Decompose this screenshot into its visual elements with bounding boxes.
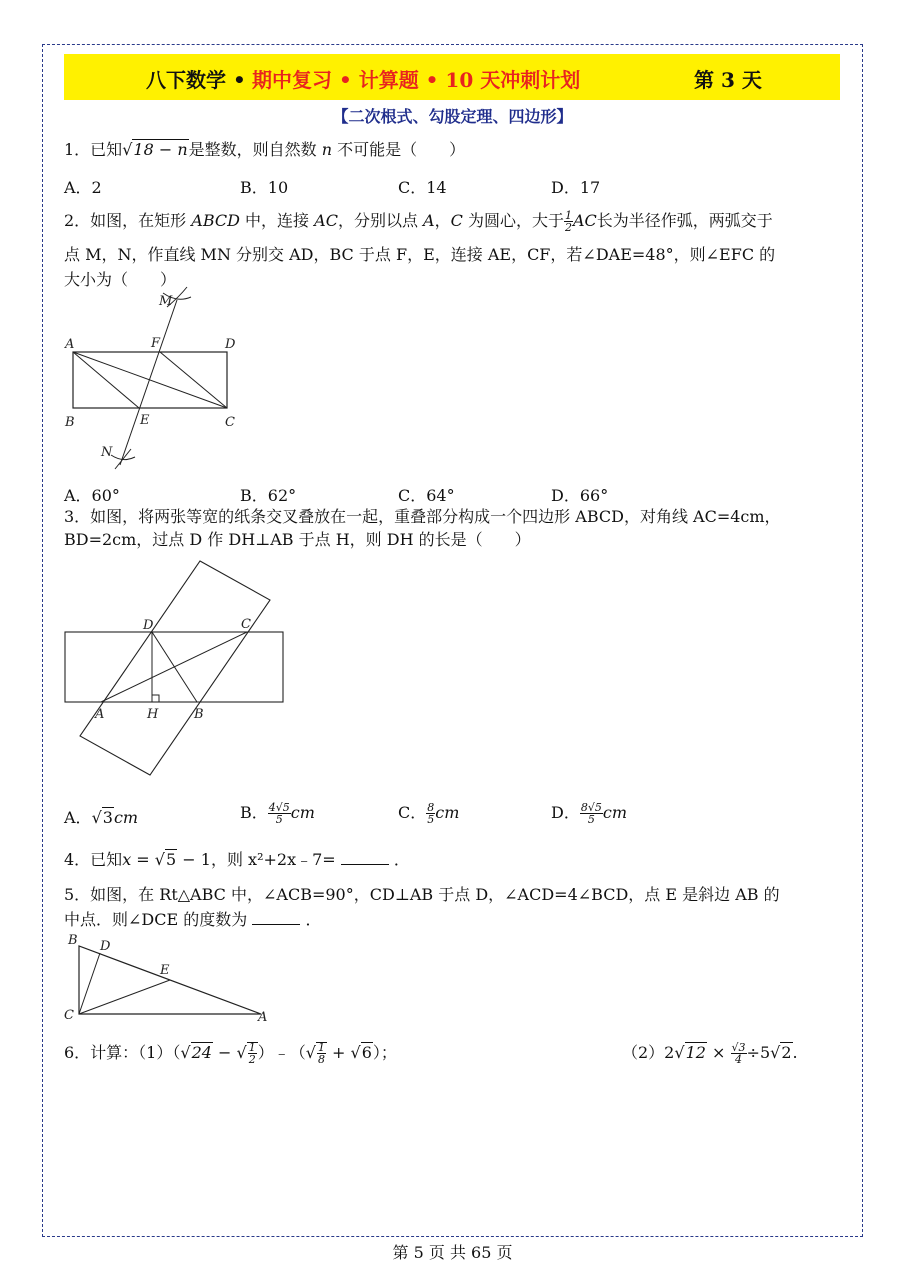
segment-ae [73,352,139,408]
q2-figure [55,285,265,485]
question-2-line-1: 2．如图，在矩形 ABCD 中，连接 AC，分别以点 A，C 为圆心，大于 $\frac{1}{2}$ AC长为半径作弧，两弧交于 [64,209,773,234]
label-m: M [159,294,173,309]
segment-cf [160,352,227,408]
course-title: 八下数学 • [146,68,246,92]
day-label: 第 3 天 [694,68,762,92]
segment-ce [79,980,170,1014]
q3-option-a: A．√3cm [64,808,139,827]
label-a: A [95,707,105,722]
label-b: B [68,933,78,948]
q3-option-d: D． $\frac{8√5}{5}$ cm [551,801,627,826]
q3-option-c: C． $\frac{8}{5}$ cm [398,801,460,826]
label-e: E [160,963,170,978]
label-b: B [65,415,75,430]
q3-option-b: B． $\frac{4√5}{5}$ cm [240,801,315,826]
label-b: B [194,707,204,722]
label-c: C [241,617,251,632]
label-n: N [101,445,113,460]
diagonal-ac [73,352,227,408]
question-6-part-2: （2）2√12 × $\frac{√3}{4}$ ÷5√2. [622,1041,798,1066]
label-c: C [225,415,235,430]
q1-option-d: D．17 [551,178,601,197]
plan-title: 期中复习 • 计算题 • 10 天冲刺计划 [252,68,581,92]
q3-figure [55,555,295,785]
page-footer: 第 5 页 共 65 页 [392,1243,513,1262]
label-f: F [151,336,161,351]
line-mn [120,300,177,465]
q2-option-d: D．66° [551,486,609,505]
q2-option-c: C．64° [398,486,455,505]
question-3-line-2: BD=2cm，过点 D 作 DH⊥AB 于点 H，则 DH 的长是（ ） [64,530,531,549]
answer-blank-q5 [252,910,300,925]
question-2-line-2: 点 M，N，作直线 MN 分别交 AD，BC 于点 F，E，连接 AE，CF，若∠DAE=48°，则∠EFC 的 [64,245,776,264]
label-h: H [147,707,159,722]
question-4: 4．已知x = √5 − 1，则 x²+2x﹣7= ． [64,850,410,869]
question-3-line-1: 3．如图，将两张等宽的纸条交叉叠放在一起，重叠部分构成一个四边形 ABCD，对角线 AC=4cm， [64,507,781,526]
label-d: D [100,939,111,954]
title-banner [64,54,840,100]
q5-figure [60,928,285,1028]
question-2-line-3: 大小为（ ） [64,270,177,289]
label-d: D [143,618,154,633]
diagonal-bd [152,632,197,702]
label-e: E [140,413,150,428]
label-a: A [258,1010,268,1025]
right-angle-mark [152,695,159,702]
topic-subtitle: 【二次根式、勾股定理、四边形】 [332,107,573,126]
question-1: 1．已知√18 − n是整数，则自然数 n 不可能是（ ） [64,140,466,159]
question-6-part-1: 6．计算：（1）（√24 − √ $\frac{1}{2}$ ）﹣（√ $\frac{1}{8}$ + √6）； [64,1041,397,1066]
q2-option-b: B．62° [240,486,297,505]
segment-cd [79,953,100,1014]
q1-option-a: A．2 [64,178,102,197]
label-a: A [65,337,75,352]
label-c: C [64,1008,74,1023]
question-5-line-1: 5．如图，在 Rt△ABC 中，∠ACB=90°，CD⊥AB 于点 D，∠ACD=4∠BCD，点 E 是斜边 AB 的 [64,885,780,904]
q1-option-b: B．10 [240,178,289,197]
answer-blank-q4 [341,850,389,865]
question-5-line-2: 中点．则∠DCE 的度数为 ． [64,910,322,929]
q1-option-c: C．14 [398,178,447,197]
label-d: D [225,337,236,352]
q2-option-a: A．60° [64,486,120,505]
